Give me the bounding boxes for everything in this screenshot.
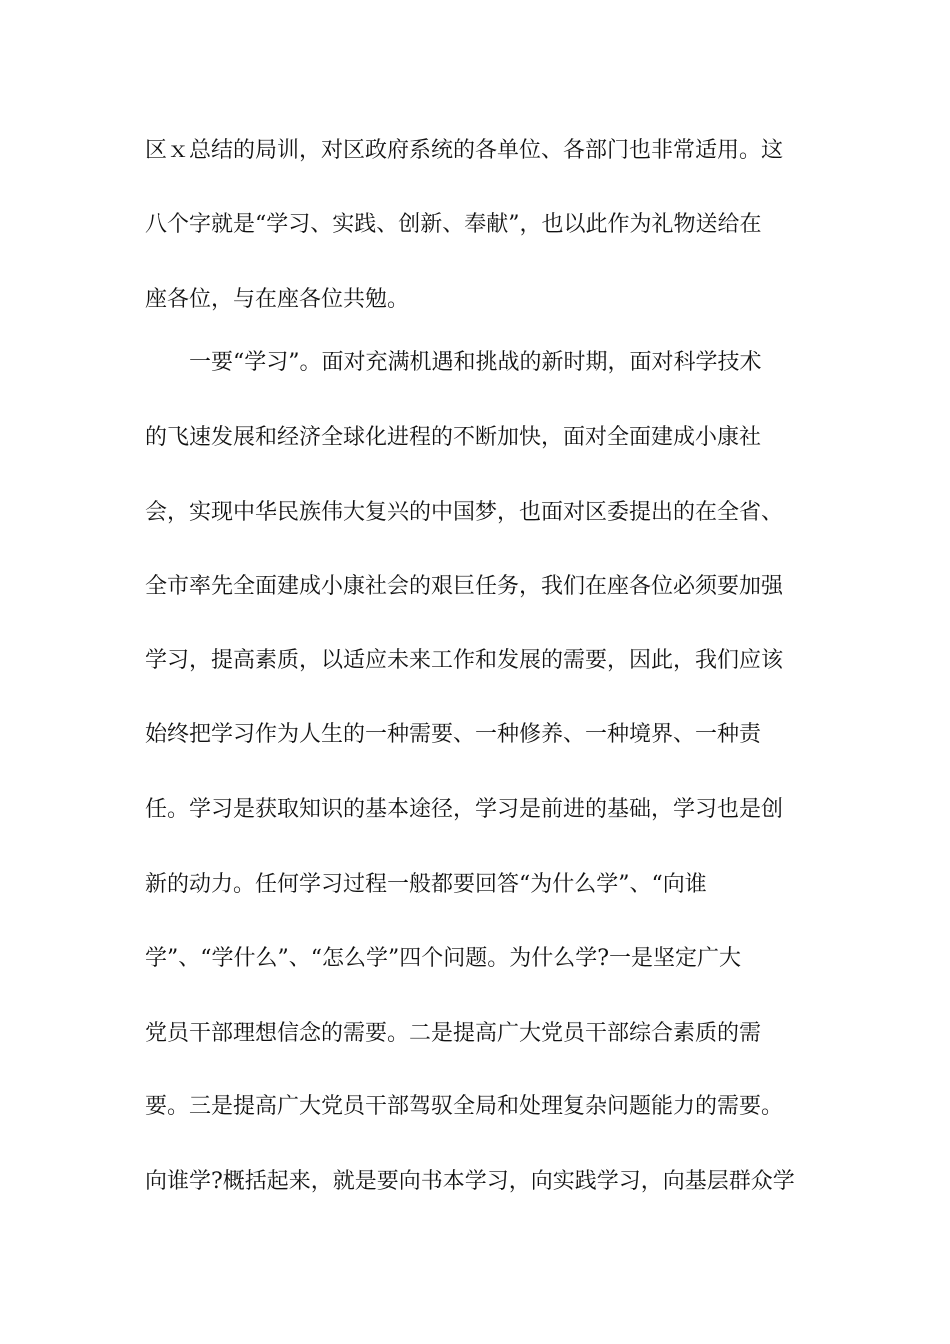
text-line: 新的动力。任何学习过程一般都要回答“为什么学”、“向谁 xyxy=(145,872,707,897)
text-line: 始终把学习作为人生的一种需要、一种修养、一种境界、一种责 xyxy=(145,722,762,747)
paragraph-first-line: 一要“学习”。面对充满机遇和挑战的新时期，面对科学技术 xyxy=(189,350,762,375)
text-line: 向谁学?概括起来，就是要向书本学习，向实践学习，向基层群众学 xyxy=(145,1169,795,1194)
text-line: 全市率先全面建成小康社会的艰巨任务，我们在座各位必须要加强 xyxy=(145,574,784,599)
text-line: 会，实现中华民族伟大复兴的中国梦，也面对区委提出的在全省、 xyxy=(145,500,784,525)
text-line: 的飞速发展和经济全球化进程的不断加快，面对全面建成小康社 xyxy=(145,425,762,450)
text-line: 学”、“学什么”、“怎么学”四个问题。为什么学?一是坚定广大 xyxy=(145,946,742,971)
text-line: 座各位，与在座各位共勉。 xyxy=(145,287,410,312)
text-line: 学习，提高素质，以适应未来工作和发展的需要，因此，我们应该 xyxy=(145,648,784,673)
text-line: 区ｘ总结的局训，对区政府系统的各单位、各部门也非常适用。这 xyxy=(145,138,784,163)
text-line: 党员干部理想信念的需要。二是提高广大党员干部综合素质的需 xyxy=(145,1021,762,1046)
text-line: 任。学习是获取知识的基本途径，学习是前进的基础，学习也是创 xyxy=(145,797,784,822)
text-line: 八个字就是“学习、实践、创新、奉献”，也以此作为礼物送给在 xyxy=(145,212,762,237)
text-line: 要。三是提高广大党员干部驾驭全局和处理复杂问题能力的需要。 xyxy=(145,1094,784,1119)
